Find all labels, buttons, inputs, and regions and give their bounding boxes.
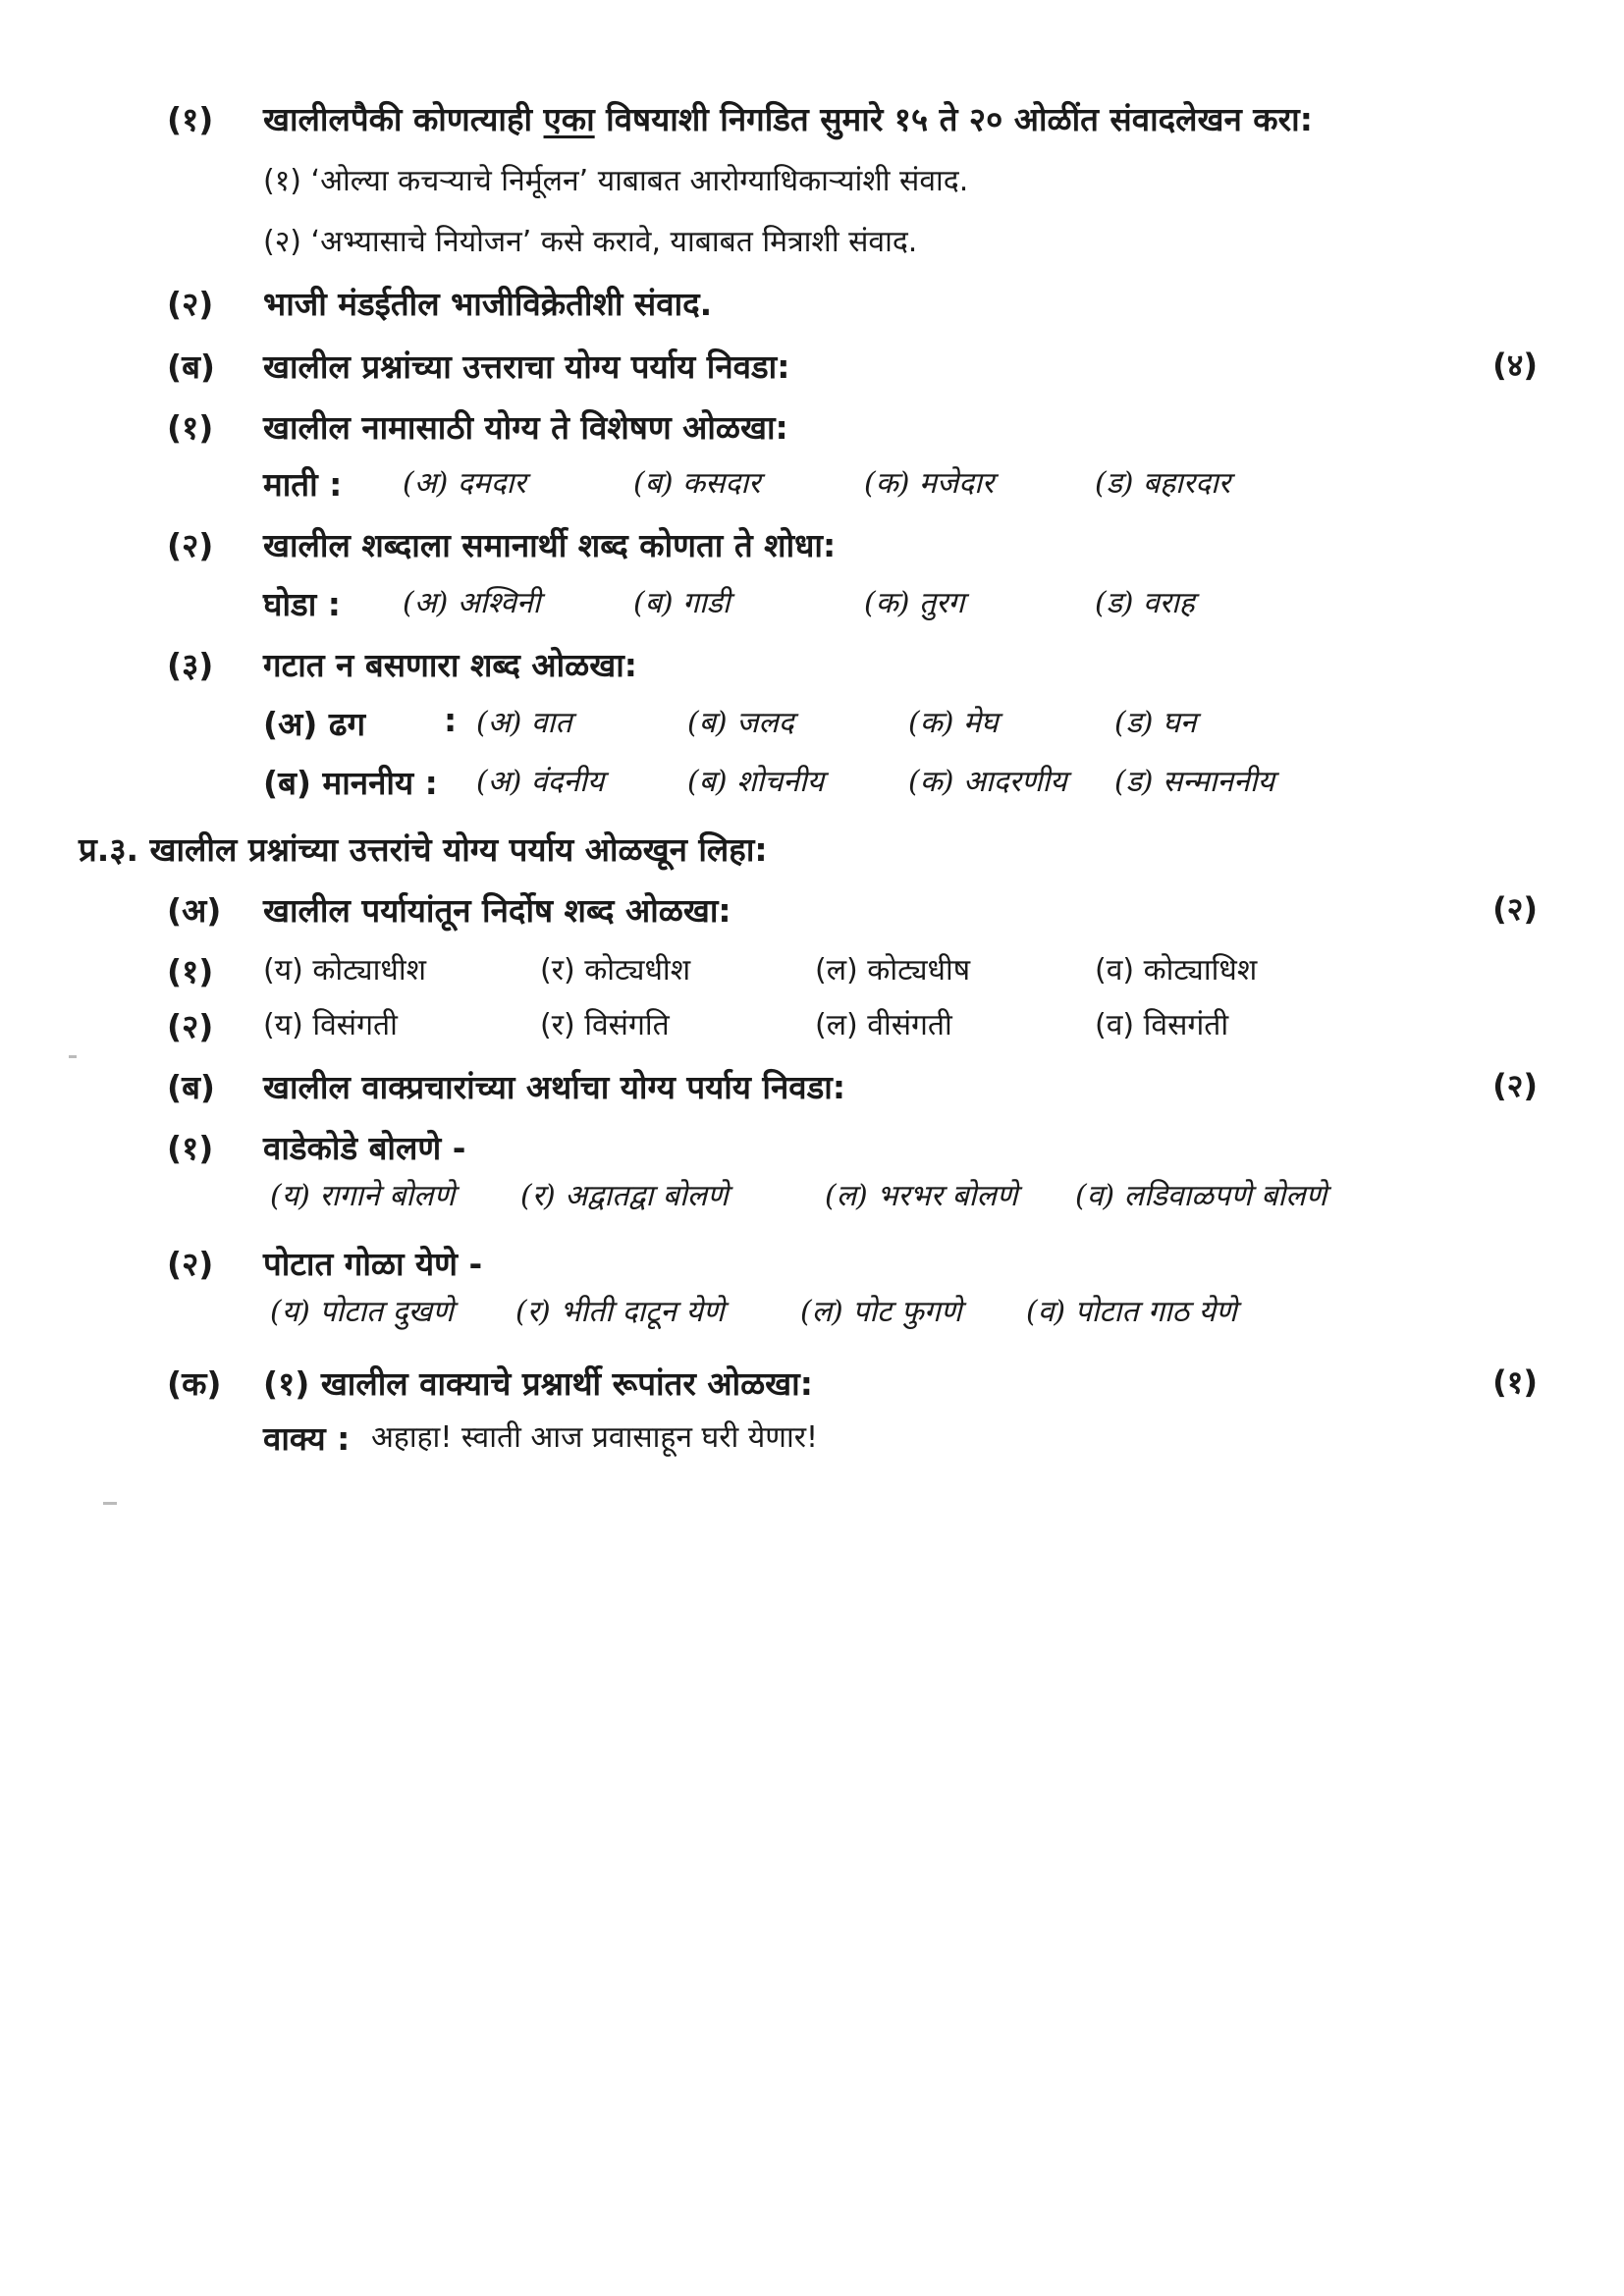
q2-b1-option: (अ) दमदार — [403, 466, 526, 501]
q2-b3a-option: (अ) वात — [476, 706, 572, 740]
q2-b1-option: (ड) बहारदार — [1095, 466, 1231, 501]
q2-i-text-a: खालीलपैकी कोणत्याही — [263, 100, 544, 138]
q3-b1-option: (ल) भरभर बोलणे — [825, 1179, 1018, 1213]
q3-a1-label: (१) — [167, 952, 214, 990]
q2-b1-text: खालील नामासाठी योग्य ते विशेषण ओळखा: — [263, 408, 788, 447]
q3-a1-option: (ल) कोट्यधीष — [815, 953, 971, 988]
q3-a2-option: (व) विसगंती — [1095, 1008, 1229, 1042]
q2-b3b-option: (क) आदरणीय — [908, 765, 1067, 799]
q2-b2-key: घोडा : — [263, 585, 341, 623]
q3-b1-option: (र) अद्वातद्वा बोलणे — [520, 1179, 729, 1213]
q3-a1-option: (य) कोट्याधीश — [263, 953, 426, 988]
q2-b3a-option: (क) मेघ — [908, 706, 999, 740]
q3-a2-option: (ल) वीसंगती — [815, 1008, 952, 1042]
q2-b3a-colon: : — [444, 701, 458, 739]
q3-b2-label: (२) — [167, 1245, 214, 1283]
q2-b2-option: (ब) गाडी — [633, 586, 731, 620]
scan-speck — [69, 1055, 77, 1058]
q3-a2-option: (र) विसंगति — [540, 1008, 670, 1042]
q3-a-marks: (२) — [1492, 890, 1538, 928]
q3-a-text: खालील पर्यायांतून निर्दोष शब्द ओळखा: — [263, 891, 731, 930]
q3-c-label: (क) — [167, 1364, 222, 1403]
q2-ii-label: (२) — [167, 285, 214, 323]
q3-b1-option: (य) रागाने बोलणे — [270, 1179, 456, 1213]
q2-b3a-option: (ब) जलद — [687, 706, 794, 740]
q2-b1-option: (क) मजेदार — [864, 466, 995, 501]
q2-b2-option: (क) तुरग — [864, 586, 965, 620]
q3-a1-option: (व) कोट्याधिश — [1095, 953, 1258, 988]
q3-b-text: खालील वाक्प्रचारांच्या अर्थाचा योग्य पर्याय निवडा: — [263, 1068, 846, 1106]
q3-a2-label: (२) — [167, 1007, 214, 1045]
q3-c-marks: (१) — [1492, 1363, 1538, 1401]
q3-b1-option: (व) लडिवाळपणे बोलणे — [1075, 1179, 1327, 1213]
q2-b1-option: (ब) कसदार — [633, 466, 761, 501]
q2-i-text-underlined: एका — [543, 100, 595, 138]
q3-heading: प्र.३. खालील प्रश्नांच्या उत्तरांचे योग्य पर्याय ओळखून लिहा: — [79, 830, 768, 869]
q3-c-sentence-key: वाक्य : — [263, 1419, 351, 1458]
q2-b1-label: (१) — [167, 408, 214, 447]
q2-b2-option: (ड) वराह — [1095, 586, 1195, 620]
q3-b2-text: पोटात गोळा येणे - — [263, 1245, 483, 1283]
q2-i-text-b: विषयाशी निगडित सुमारे १५ ते २० ओळींत संवादलेखन करा: — [594, 100, 1313, 138]
q3-b2-option: (य) पोटात दुखणे — [270, 1295, 454, 1329]
q2-i-label: (१) — [167, 100, 214, 138]
scan-speck — [103, 1502, 117, 1505]
q2-b2-text: खालील शब्दाला समानार्थी शब्द कोणता ते शोधा: — [263, 526, 837, 564]
q2-b2-label: (२) — [167, 526, 214, 564]
q2-b3b-option: (ड) सन्माननीय — [1114, 765, 1274, 799]
q2-b2-option: (अ) अश्विनी — [403, 586, 541, 620]
q3-b-label: (ब) — [167, 1068, 216, 1106]
q3-c-text: (१) खालील वाक्याचे प्रश्नार्थी रूपांतर ओळखा: — [263, 1364, 813, 1403]
q2-b3b-option: (अ) वंदनीय — [476, 765, 605, 799]
q2-ii-text: भाजी मंडईतील भाजीविक्रेतीशी संवाद. — [263, 285, 713, 323]
q2-i-sub1: (१) ‘ओल्या कचऱ्याचे निर्मूलन’ याबाबत आरोग्याधिकाऱ्यांशी संवाद. — [263, 164, 969, 198]
q3-a2-option: (य) विसंगती — [263, 1008, 398, 1042]
q2-i-instruction — [263, 96, 1313, 140]
q3-b2-option: (र) भीती दाटून येणे — [515, 1295, 725, 1329]
q3-b2-option: (व) पोटात गाठ येणे — [1026, 1295, 1237, 1329]
q3-b-marks: (२) — [1492, 1067, 1538, 1104]
q2-b3b-option: (ब) शोचनीय — [687, 765, 825, 799]
q2-b3a-key: (अ) ढग — [263, 705, 366, 743]
q2-i-sub2: (२) ‘अभ्यासाचे नियोजन’ कसे करावे, याबाबत मित्राशी संवाद. — [263, 225, 918, 259]
q3-a1-option: (र) कोट्यधीश — [540, 953, 691, 988]
q2-b3-text: गटात न बसणारा शब्द ओळखा: — [263, 646, 637, 684]
q2-b1-key: माती : — [263, 465, 343, 504]
q3-a-label: (अ) — [167, 891, 222, 930]
q2-b-label: (ब) — [167, 347, 216, 386]
q3-b1-text: वाडेकोडे बोलणे - — [263, 1129, 466, 1167]
q2-b-marks: (४) — [1492, 347, 1538, 384]
q2-b-text: खालील प्रश्नांच्या उत्तराचा योग्य पर्याय निवडा: — [263, 347, 790, 386]
q3-b2-option: (ल) पोट फुगणे — [800, 1295, 962, 1329]
q2-b3b-key: (ब) माननीय : — [263, 764, 438, 802]
q3-b1-label: (१) — [167, 1129, 214, 1167]
q3-c-sentence: अहाहा! स्वाती आज प्रवासाहून घरी येणार! — [371, 1420, 819, 1455]
q2-b3-label: (३) — [167, 646, 214, 684]
q2-b3a-option: (ड) घन — [1114, 706, 1197, 740]
